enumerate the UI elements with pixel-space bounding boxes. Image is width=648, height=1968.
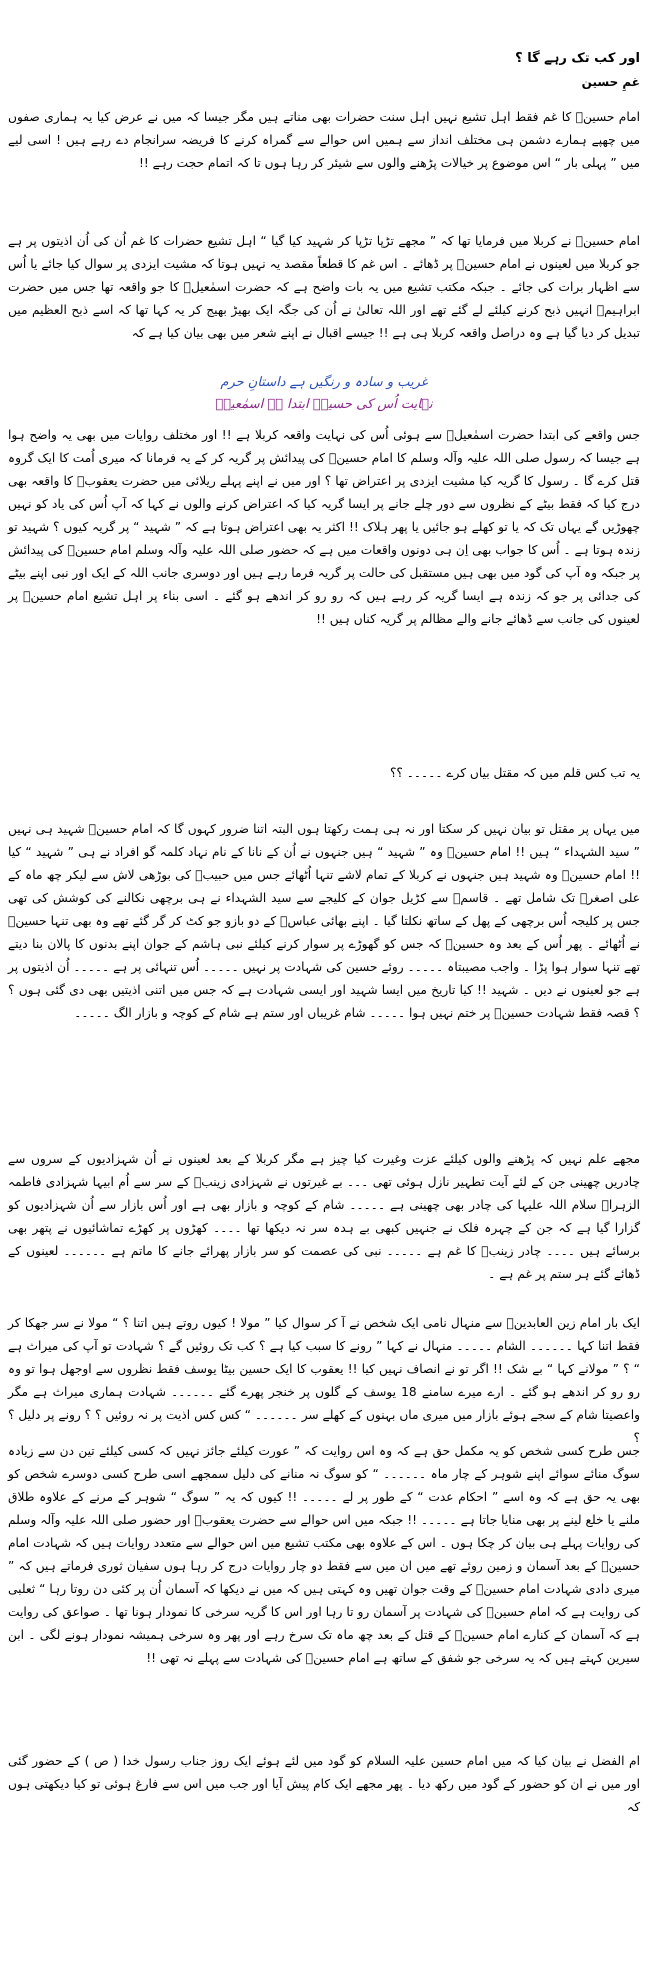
- paragraph: ام الفضل نے بیان کیا کہ میں امام حسین علیہ السلام کو گود میں لئے ہوئے ایک روز جناب رسول خدا ( ص ) کے حضور گئی اور میں نے ان کو حضور کے گود میں رکھ دیا ۔ پھر مجھے ایک کام پیش آیا اور جب میں اس سے فارغ ہوئی تو کیا دیکھتی ہوں کہ: [8, 1754, 640, 1814]
- paragraph: جس طرح کسی شخص کو یہ مکمل حق ہے کہ وہ اس روایت کہ ” عورت کیلئے جائز نہیں کہ کسی کیلئے تین دن سے زیادہ سوگ منائے سوائے اپنے شوہر کے چار ماہ ۔۔۔۔۔۔ “ کو سوگ نہ منانے کی دلیل سمجھے اسی طرح کسی دوسرے شخص کو بھی یہ حق ہے کہ وہ اسے ” احکام عدت “ کے طور پر لے ۔۔۔۔۔ !! کیوں کہ یہ ” سوگ “ شوہر کے مرنے کے علاوہ طلاق ملنے یا خلع لینے پر بھی منایا جاتا ہے ۔۔۔۔۔ !! جبکہ میں اس حوالے سے حضرت یعقوبؑ اور حضور صلی اللہ علیہ وآلہ وسلم کی روایات پہلے ہی بیان کر چکا ہوں ۔ اس کے علاوہ بھی مکتب تشیع میں اس حوالے سے متعدد روایات ہیں کہ شہادت امام حسینؑ کے بعد آسمان و زمین روئے تھے میں ان میں سے فقط دو چار روایات درج کر رہا ہوں سفیان ثوری فرماتے ہیں کہ ” میری دادی شہادت امام حسینؑ کے وقت جوان تھیں وہ کہتی ہیں کہ میں نے دیکھا کہ آسمان اُن پر کئی دن روتا رہا “ ثعلبی کی روایت ہے کہ امام حسینؑ کی شہادت پر آسمان رو تا رہا اور اس کا گریہ سرخی کا نمودار ہونا تھا ۔ صواعق کی روایت ہے کہ آسمان کے کنارے امام حسینؑ کے قتل کے بعد چھ ماہ تک سرخ رہے اور پھر وہ سرخی ہمیشہ نمودار ہونے لگی ۔ ابن سیرین کہتے ہیں کہ یہ سرخی جو شفق کے ساتھ ہے امام حسینؑ کی شہادت سے پہلے نہ تھی !!: [8, 1444, 640, 1665]
- article-title: اور کب تک رہے گا ؟: [515, 51, 640, 66]
- paragraph: یہ تب کس قلم میں کہ مقتل بیاں کرے ۔۔۔۔۔ ؟؟: [389, 766, 640, 780]
- couplet-line-1: غریب و سادہ و رنگیں ہے داستانِ حرم: [220, 375, 428, 390]
- paragraph: مجھے علم نہیں کہ پڑھنے والوں کیلئے عزت وغیرت کیا چیز ہے مگر کربلا کے بعد لعینوں نے اُن شہزادیوں کے سروں سے چادریں چھینی جن کے لئے آیت تطہیر نازل ہوئی تھی ۔۔۔ بے غیرتوں نے شہزادی زینبؑ کے سر سے اُم ابیہا شہزادی فاطمہ الزہراؑ سلام اللہ علیہا کی چادر بھی چھینی ہے ۔۔۔۔۔ شام کے کوچہ و بازار بھی ہے اور اُس بازار سے اُن شہزادیوں کو گزارا گیا ہے کہ جن کے چہرہ فلک نے جنہیں کبھی بے ہدہ سر نہ دیکھا تھا ۔۔۔۔ کھڑوں پر کھڑے تماشائیوں نے پتھر بھی برسائے ہیں ۔۔۔۔ چادر زینبؑ کا غم ہے ۔۔۔۔۔ نبی کی عصمت کو سر بازار پھرائے جانے کا ماتم ہے ۔۔۔۔۔۔ لعینوں کے ڈھائے گئے ہر ستم پر غم ہے ۔: [8, 1152, 640, 1281]
- article-subtitle: غمِ حسین: [581, 75, 640, 89]
- paragraph: جس واقعے کی ابتدا حضرت اسمٰعیلؑ سے ہوئی اُس کی نہایت واقعہ کربلا ہے !! اور مختلف روایات میں بھی یہ واضح ہوا ہے جیسا کہ رسول صلی اللہ علیہ وآلہ وسلم کا امام حسینؑ کی پیدائش پر گریہ کر کے یہ فرمانا کہ میری اُمت کا ایک گروہ قتل کرے گا ۔ رسول کا گریہ کیا مشیت ایزدی پر اعتراض تھا ؟ اور میں نے اپنے پہلے ریلائی میں حضرت یعقوبؑ کا واقعہ بھی درج کیا کہ فقط بیٹے کے نظروں سے دور چلے جانے پر ایسا گریہ کیا کہ اعتراض کرنے والوں نے کہا کہ آپ اُس کی یاد کو نہیں چھوڑیں گے یہاں تک کہ یا تو کھلے ہو جائیں یا پھر ہلاک !! اکثر یہ بھی اعتراض ہوتا ہے کہ ” شہید “ پر گریہ کیوں ؟ شہید تو زندہ ہوتا ہے ۔ اُس کا جواب بھی اِن ہی دونوں واقعات میں ہے کہ حضور صلی اللہ علیہ وآلہ وسلم امام حسینؑ کی پیدائش پر جبکہ وہ آپ کی گود میں بھی ہیں مستقبل کی حالت پر گریہ فرما رہے ہیں اور دوسری جانب اللہ کے ایک اور نبی اپنے بیٹے کی جدائی پر جو کہ زندہ ہے ایسا گریہ کر رہے ہیں کہ رو رو کر اندھے ہو گئے ۔ اسی بناء پر اہل تشیع امام حسینؑ پر لعینوں کی جانب سے ڈھائے جانے والے مظالم پر گریہ کناں ہیں !!: [8, 428, 640, 626]
- couplet-line-2: نہایت اُس کی حسینؑ ابتدا ہے اسمٰعیلؑ: [215, 397, 433, 412]
- paragraph: امام حسینؑ نے کربلا میں فرمایا تھا کہ ” مجھے تڑپا تڑپا کر شہید کیا گیا “ اہل تشیع حضرات کا غم اُن کی اُن اذیتوں پر ہے جو کربلا میں لعینوں نے امام حسینؑ پر ڈھائے ۔ اس غم کا قطعاً مقصد یہ نہیں ہوتا کہ مشیت ایزدی پر سوال کیا جائے یا اُس سے اظہار برات کی جائے ۔ جبکہ مکتب تشیع میں یہ بات واضح ہے کہ حضرت اسمٰعیلؑ کا جو واقعہ تھا جس میں حضرت ابراہیمؑ انہیں ذبح کرنے کیلئے لے گئے تھے اور اللہ تعالیٰ نے اُن کی جگہ ایک بھیڑ بھیج کر یہ کہا تھا کہ اسے ذبح العظیم میں تبدیل کر دیا گیا ہے وہ دراصل واقعہ کربلا ہی ہے !! جیسے اقبال نے اپنے شعر میں بھی بیان کیا ہے کہ: [8, 234, 640, 340]
- paragraph: ایک بار امام زین العابدینؑ سے منہال نامی ایک شخص نے آ کر سوال کیا ” مولا ! کیوں روتے ہیں اتنا ؟ “ مولا نے سر جھکا کر فقط اتنا کہا ۔۔۔۔۔۔ الشام ۔۔۔۔۔ منہال نے کہا ” رونے کا سبب کیا ہے ؟ کب تک روئیں گے ؟ شہادت تو آپ کی میراث ہے “ ؟ ” مولانے کہا “ بے شک !! اگر تو نے انصاف نہیں کیا !! یعقوب کا ایک حسین بیٹا یوسف فقط نظروں سے اوجھل ہوا تو وہ رو رو کر اندھے ہو گئے ۔ ارے میرے سامنے 18 یوسف کے گلوں پر خنجر پھرے گئے ۔۔۔۔۔۔ شہادت ہماری میراث ہے مگر واعصیتا شام کے سجے ہوئے بازار میں میری ماں بہنوں کے کھلے سر ۔۔۔۔۔۔ “ کس کس اذیت پر نہ روئیں ؟ ؟ رونے پر دلیل ؟ ؟: [8, 1316, 641, 1445]
- paragraph: امام حسینؑ کا غم فقط اہل تشیع نہیں اہل سنت حضرات بھی مناتے ہیں مگر جیسا کہ میں نے عرض کیا یہ ہماری صفوں میں چھپے ہمارے دشمن ہی مختلف انداز سے ہمیں اس حوالے سے گمراہ کرنے کا فریضہ سرانجام دے رہے ہیں ! اسی لیے میں ” پہلی بار “ اس موضوع پر خیالات پڑھنے والوں سے شیئر کر رہا ہوں تا کہ اتمام حجت رہے !!: [8, 110, 640, 170]
- paragraph: میں یہاں پر مقتل تو بیان نہیں کر سکتا اور نہ ہی ہمت رکھتا ہوں البتہ اتنا ضرور کہوں گا کہ امام حسینؑ شہید ہی نہیں ” سید الشہداء “ ہیں !! امام حسینؑ وہ ” شہید “ ہیں جنہوں نے اُن کے نانا کے نام نہاد کلمہ گو افراد نے ہی ” شہید “ کیا !! امام حسینؑ وہ شہید ہیں جنہوں نے کربلا کے تمام لاشے تنہا اُٹھائے جس میں حبیبؑ کی بوڑھی لاش سے لیکر چھ ماہ کے علی اصغرؑ تک شامل تھے ۔ قاسمؑ سے کڑیل جوان کے کلیجے سے سید الشہداء نے ہی برچھی نکالنے کی کوشش کی تھی جس پر کلیجہ اُس برچھی کے پھل کے ساتھ نکلتا گیا ۔ اپنے بھائی عباسؑ کے دو بازو جو کٹ کر گر گئے تھے وہ بھی تنہا حسینؑ نے اُٹھائے ۔ پھر اُس کے بعد وہ حسینؑ کہ جس کو گھوڑے پر سوار کرنے کیلئے نبی ہاشم کے جوان اپنے بدنوں کا پالان بنا دیتے تھے تنہا سوار ہوا پڑا ۔ واجب مصیبتاہ ۔۔۔۔۔ روئے حسین کی شہادت پر نہیں ۔۔۔۔۔ اُس تنہائی پر ہے ۔۔۔۔۔ اُن اذیتوں پر ہے جو لعینوں نے دیں ۔ شہید !! کیا تاریخ میں ایسا شہید اور ایسی شہادت ہے کہ جس میں اتنی اذیتیں بھی دی گئی ہوں ؟ ؟ قصہ فقط شہادت حسینؑ پر ختم نہیں ہوا ۔۔۔۔۔ شام غریباں اور ستم ہے شام کے کوچہ و بازار الگ ۔۔۔۔۔: [8, 822, 640, 1020]
- poetry-couplet: [8, 372, 640, 416]
